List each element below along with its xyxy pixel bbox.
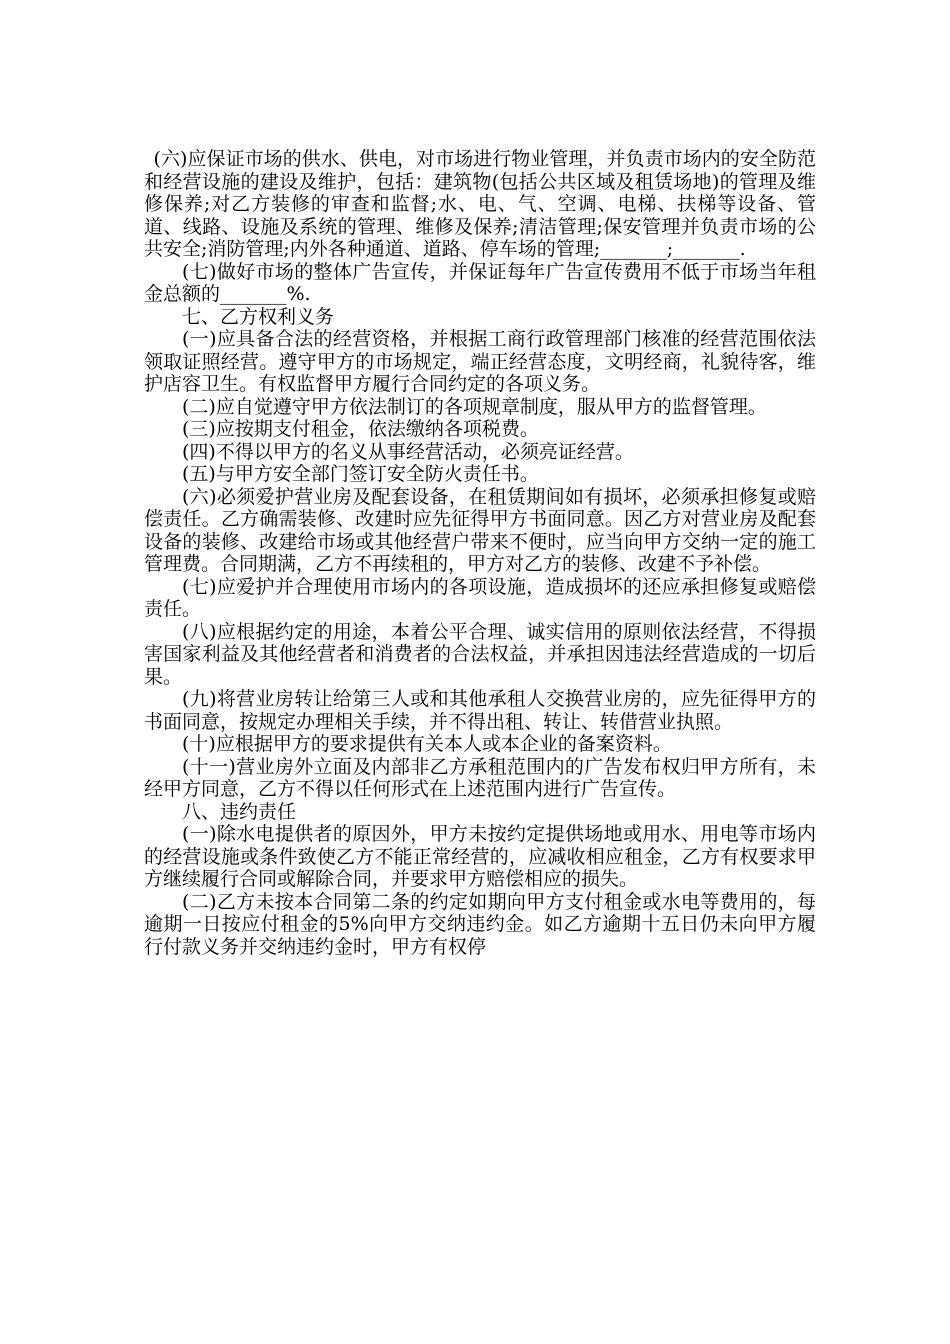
- paragraph-b-clause-10: (十)应根据甲方的要求提供有关本人或本企业的备案资料。: [182, 733, 672, 755]
- paragraph-b-clause-9: (九)将营业房转让给第三人或和其他承租人交换营业房的，应先征得甲方的书面同意，按规定办理相关手续，并不得出租、转让、转借营业执照。: [144, 688, 816, 733]
- paragraph-b-clause-5: (五)与甲方安全部门签订安全防火责任书。: [182, 463, 539, 485]
- paragraph-b-clause-6: (六)必须爱护营业房及配套设备，在租赁期间如有损坏，必须承担修复或赔偿责任。乙方确需装修、改建时应先征得甲方书面同意。因乙方对营业房及配套设备的装修、改建给市场或其他经营户带来不便时，应当向甲方交纳一定的施工管理费。合同期满，乙方不再续租的，甲方对乙方的装修、改建不予补偿。: [144, 485, 816, 575]
- paragraph-b-clause-2: (二)应自觉遵守甲方依法制订的各项规章制度，服从甲方的监督管理。: [182, 395, 767, 418]
- paragraph-b-clause-11: (十一)营业房外立面及内部非乙方承租范围内的广告发布权归甲方所有，未经甲方同意，乙方不得以任何形式在上述范围内进行广告宣传。: [144, 755, 816, 800]
- paragraph-breach-clause-1: (一)除水电提供者的原因外，甲方未按约定提供场地或用水、用电等市场内的经营设施或条件致使乙方不能正常经营的，应减收相应租金，乙方有权要求甲方继续履行合同或解除合同，并要求甲方赔偿相应的损失。: [144, 823, 816, 890]
- paragraph-clause-7-advertising: (七)做好市场的整体广告宣传，并保证每年广告宣传费用不低于市场当年租金总额的_______%.: [144, 260, 816, 305]
- paragraph-clause-6-property-management: (六)应保证市场的供水、供电，对市场进行物业管理，并负责市场内的安全防范和经营设施的建设及维护，包括：建筑物(包括公共区域及租赁场地)的管理及维修保养;对乙方装修的审查和监督;水、电、气、空调、电梯、扶梯等设备、管道、线路、设施及系统的管理、维修及保养;清洁管理;保安管理并负责市场的公共安全;消防管理;内外各种通道、道路、停车场的管理;_______;_______.: [144, 148, 816, 260]
- paragraph-b-clause-1: (一)应具备合法的经营资格，并根据工商行政管理部门核准的经营范围依法领取证照经营。遵守甲方的市场规定，端正经营态度，文明经商，礼貌待客，维护店容卫生。有权监督甲方履行合同约定的各项义务。: [144, 328, 816, 395]
- paragraph-breach-clause-2: (二)乙方未按本合同第二条的约定如期向甲方支付租金或水电等费用的，每逾期一日按应付租金的5%向甲方交纳违约金。如乙方逾期十五日仍未向甲方履行付款义务并交纳违约金时，甲方有权停: [144, 890, 816, 958]
- section-heading-breach-liability: 八、违约责任: [182, 800, 297, 823]
- paragraph-b-clause-3: (三)应按期支付租金，依法缴纳各项税费。: [182, 418, 539, 440]
- paragraph-b-clause-8: (八)应根据约定的用途，本着公平合理、诚实信用的原则依法经营，不得损害国家利益及其他经营者和消费者的合法权益，并承担因违法经营造成的一切后果。: [144, 620, 816, 688]
- paragraph-b-clause-7: (七)应爱护并合理使用市场内的各项设施，造成损坏的还应承担修复或赔偿责任。: [144, 575, 816, 620]
- document-body: [144, 148, 816, 958]
- section-heading-party-b-rights: 七、乙方权利义务: [182, 305, 335, 328]
- paragraph-b-clause-4: (四)不得以甲方的名义从事经营活动，必须亮证经营。: [182, 440, 634, 463]
